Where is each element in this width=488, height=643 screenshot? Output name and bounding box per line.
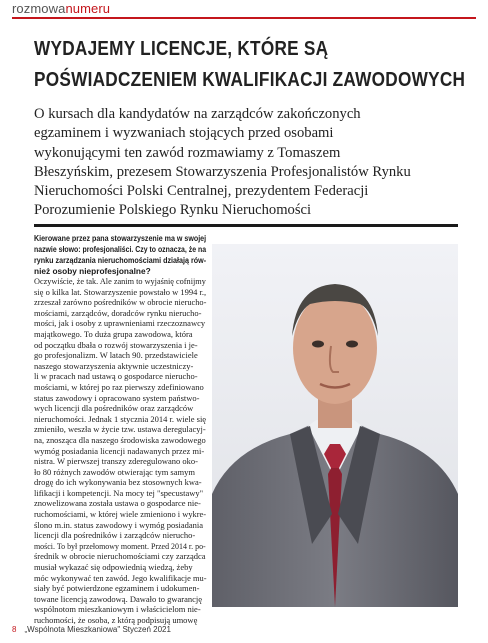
body-line: od początku dbała o rozwój stowarzyszenia i je- [34,339,198,350]
page-number: 8 [12,625,17,634]
body-line: siały być potwierdzone egzaminem i udokumen- [34,583,200,594]
body-line: go profesjonalizm. W latach 90. przedstawiciele [34,350,198,361]
article-title [34,34,466,96]
section-label [12,1,110,16]
lead-line: Błeszyńskim, prezesem Stowarzyszenia Profesjonalistów Rynku [34,163,411,180]
section-label-part2: numeru [65,1,111,16]
interview-question [34,233,206,277]
portrait-photo [212,244,458,607]
body-line: się o kilka lat. Stowarzyszenie powstało w 1994 r., [34,286,207,297]
body-line: towane licencją zawodową. Dawało to gwarancję [34,593,203,604]
article-lead [34,105,454,221]
body-line: nieruchomości. Jednak 1 stycznia 2014 r. wiele się [34,413,207,424]
question-line: nazwie słowo: profesjonaliści. Czy to oznacza, że na [34,243,207,254]
body-line: naszego stowarzyszenia aktywnie uczestniczy- [34,360,194,371]
body-line: wych licencji dla pośredników oraz zarządców [34,403,194,414]
body-line: na, znosząca dla naszego środowiska zawodowego [34,434,206,445]
body-line: zrzeszał zarówno pośredników w obrocie nierucho- [34,297,207,308]
body-line: ruchomości, że osoba, z którą podpisują umowę [34,615,198,625]
body-line: mościami, w której po raz pierwszy zdefiniowano [34,381,204,392]
lead-line: egzaminem i wyzwaniach stojących przed osobami [34,125,334,142]
body-line: status zawodowy i opracowano system państwo- [34,392,200,403]
body-line: móc wykonywać ten zawód. Jego kwalifikacje mu- [34,572,207,583]
lead-divider [34,224,458,227]
body-line: wspólnotom mieszkaniowym i właścicielom nie- [34,604,201,615]
lead-line: Nieruchomości Polski Centralnej, prezydentem Federacji [34,183,369,200]
body-line: majątkowego. To duża grupa zawodowa, która [34,328,193,339]
body-line: lifikacji i kompetencji. Na mocy tej "specustawy" [34,487,204,498]
body-line: nistra. W pierwszej transzy zderegulowano oko- [34,456,198,467]
page-footer [12,625,171,634]
article-body [34,276,206,626]
body-line: mości. To był przełomowy moment. Przed 2014 r. po- [34,540,206,551]
body-line: ło 80 różnych zawodów otwierając tym samym [34,466,195,477]
header-divider [12,17,476,19]
body-line: musiał wykazać się odpowiednią wiedzą, żeby [34,562,193,573]
article-title-line2: POŚWIADCZENIEM KWALIFIKACJI ZAWODOWYCH [34,69,466,91]
body-line: znowelizowana została ustawa o gospodarce nie- [34,498,201,509]
body-line: licencji dla pośredników i zarządców nierucho- [34,530,196,541]
body-line: ruchomościami, w której wiele zmieniono i wykre- [34,509,207,520]
lead-line: Porozumienie Polskiego Rynku Nieruchomości [34,202,312,219]
body-line: drogę do ich wykonywania bez stosownych kwa- [34,477,202,488]
body-line: mościami, zarządców, doradców rynku nierucho- [34,307,202,318]
question-line: nież osoby nieprofesjonalne? [34,265,151,276]
body-line: średnik w obrocie nieruchomościami czy zarządca [34,551,206,562]
body-line: Oczywiście, że tak. Ale zanim to wyjaśnię cofnijmy [34,276,206,286]
body-line: li w pracach nad ustawą o gospodarce nierucho- [34,371,198,382]
portrait-illustration [212,244,458,607]
body-line: mości, jak i osoby z uprawnieniami rzeczoznawcy [34,318,206,329]
question-line: Kierowane przez pana stowarzyszenie ma w swojej [34,233,207,243]
article-title-line1: WYDAJEMY LICENCJE, KTÓRE SĄ [34,38,329,60]
body-line: wymóg posiadania licencji nadawanych przez mi- [34,445,205,456]
question-line: rynku zarządzania nieruchomościami działają rów- [34,254,207,265]
section-label-part1: rozmowa [12,1,66,16]
body-line: zmieniło, weszła w życie tzw. ustawa deregulacyj- [34,424,206,435]
lead-line: O kursach dla kandydatów na zarządców zakończonych [34,106,361,122]
body-line: ślono m.in. status zawodowy i wymóg posiadania [34,519,204,530]
lead-line: wykonującymi ten zawód rozmawiamy z Tomaszem [34,144,341,161]
magazine-issue: „Wspólnota Mieszkaniowa" Styczeń 2021 [24,625,171,634]
